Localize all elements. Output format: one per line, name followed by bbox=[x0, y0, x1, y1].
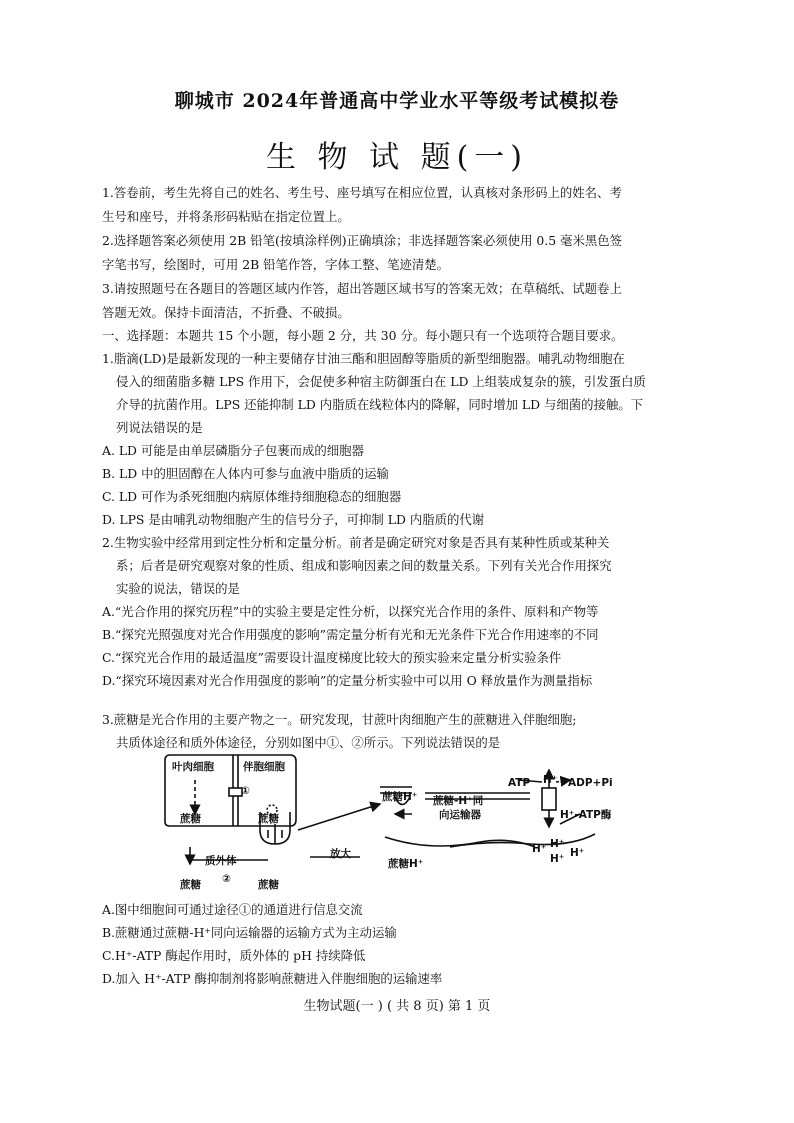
q1-stem-line: 列说法错误的是 bbox=[116, 420, 203, 435]
label-cotransporter-1: 蔗糖-H⁺同 bbox=[433, 795, 484, 807]
instruction-line: 3.请按照题号在各题目的答题区域内作答，超出答题区域书写的答案无效；在草稿纸、试题卷上 bbox=[102, 281, 622, 296]
instruction-line: 生号和座号，并将条形码粘贴在指定位置上。 bbox=[102, 209, 350, 224]
q2-stem-line: 2.生物实验中经常用到定性分析和定量分析。前者是确定研究对象是否具有某种性质或某种关 bbox=[102, 535, 610, 550]
label-h-top: H⁺ bbox=[543, 774, 558, 786]
label-h-bottom-1: H⁺ bbox=[532, 843, 547, 855]
label-sucrose-right: 蔗糖 bbox=[258, 879, 279, 891]
q3-stem-line: 共质体途径和质外体途径，分别如图中①、②所示。下列说法错误的是 bbox=[116, 735, 501, 750]
label-h-bottom-3: H⁺ bbox=[570, 847, 585, 859]
label-sucrose-mesophyll: 蔗糖 bbox=[180, 813, 201, 825]
q2-option-a: A.“光合作用的探究历程”中的实验主要是定性分析，以探究光合作用的条件、原料和产物等 bbox=[102, 604, 599, 619]
instruction-line: 答题无效。保持卡面清洁，不折叠、不破损。 bbox=[102, 305, 350, 320]
exam-title: 聊城市 2024年普通高中学业水平等级考试模拟卷 bbox=[174, 90, 620, 112]
label-h-atpase: H⁺-ATP酶 bbox=[560, 809, 612, 821]
q1-option-a: A. LD 可能是由单层磷脂分子包裹而成的细胞器 bbox=[102, 443, 364, 458]
label-mesophyll-cell: 叶肉细胞 bbox=[172, 761, 214, 773]
label-sucrose-left: 蔗糖 bbox=[180, 879, 201, 891]
q2-stem-line: 实验的说法，错误的是 bbox=[116, 581, 240, 596]
q3-option-d: D.加入 H⁺-ATP 酶抑制剂将影响蔗糖进入伴胞细胞的运输速率 bbox=[102, 971, 443, 986]
label-path-2: ② bbox=[222, 873, 231, 885]
q2-option-c: C.“探究光合作用的最适温度”需要设计温度梯度比较大的预实验来定量分析实验条件 bbox=[102, 650, 562, 665]
q1-option-b: B. LD 中的胆固醇在人体内可参与血液中脂质的运输 bbox=[102, 466, 389, 481]
label-h-bottom-2: H⁺ bbox=[550, 838, 565, 850]
label-magnify: 放大 bbox=[330, 848, 351, 860]
instruction-line: 2.选择题答案必须使用 2B 铅笔(按填涂样例)正确填涂；非选择题答案必须使用 0.5 毫米黑色签 bbox=[102, 233, 623, 248]
q3-option-a: A.图中细胞间可通过途径①的通道进行信息交流 bbox=[102, 902, 363, 917]
instruction-line: 1.答卷前，考生先将自己的姓名、考生号、座号填写在相应位置，认真核对条形码上的姓名、考 bbox=[102, 185, 622, 200]
label-sucrose-companion: 蔗糖 bbox=[258, 813, 279, 825]
label-sucrose-h-top: 蔗糖H⁺ bbox=[382, 791, 418, 803]
sucrose-transport-figure bbox=[150, 752, 630, 897]
page-footer: 生物试题(一 ) ( 共 8 页) 第 1 页 bbox=[303, 999, 491, 1014]
q2-option-d: D.“探究环境因素对光合作用强度的影响”的定量分析实验中可以用 O 释放量作为测量指标 bbox=[102, 673, 593, 688]
q1-option-d: D. LPS 是由哺乳动物细胞产生的信号分子，可抑制 LD 内脂质的代谢 bbox=[102, 512, 485, 527]
subject-title: 生 物 试 题(一) bbox=[265, 140, 529, 175]
label-path-1: ① bbox=[241, 785, 250, 797]
q3-option-b: B.蔗糖通过蔗糖-H⁺同向运输器的运输方式为主动运输 bbox=[102, 925, 397, 940]
q1-stem-line: 介导的抗菌作用。LPS 还能抑制 LD 内脂质在线粒体内的降解，同时增加 LD 与细菌的接触。下 bbox=[116, 397, 644, 412]
instruction-line: 字笔书写，绘图时，可用 2B 铅笔作答，字体工整、笔迹清楚。 bbox=[102, 257, 450, 272]
label-companion-cell: 伴胞细胞 bbox=[243, 761, 285, 773]
label-sucrose-h-bottom: 蔗糖H⁺ bbox=[388, 858, 424, 870]
q1-option-c: C. LD 可作为杀死细胞内病原体维持细胞稳态的细胞器 bbox=[102, 489, 402, 504]
label-atp: ATP bbox=[508, 777, 531, 789]
label-apoplast: 质外体 bbox=[205, 855, 237, 867]
q3-stem-line: 3.蔗糖是光合作用的主要产物之一。研究发现，甘蔗叶肉细胞产生的蔗糖进入伴胞细胞; bbox=[102, 712, 577, 727]
label-h-bottom-4: H⁺ bbox=[550, 853, 565, 865]
label-cotransporter-2: 向运输器 bbox=[439, 809, 481, 821]
q3-option-c: C.H⁺-ATP 酶起作用时，质外体的 pH 持续降低 bbox=[102, 948, 366, 963]
q2-stem-line: 系；后者是研究观察对象的性质、组成和影响因素之间的数量关系。下列有关光合作用探究 bbox=[116, 558, 612, 573]
q2-option-b: B.“探究光照强度对光合作用强度的影响”需定量分析有光和无光条件下光合作用速率的不同 bbox=[102, 627, 599, 642]
label-adp-pi: ADP+Pi bbox=[568, 777, 613, 789]
q1-stem-line: 1.脂滴(LD)是最新发现的一种主要储存甘油三酯和胆固醇等脂质的新型细胞器。哺乳动物细胞在 bbox=[102, 351, 625, 366]
section-heading: 一、选择题：本题共 15 个小题，每小题 2 分，共 30 分。每小题只有一个选项符合题目要求。 bbox=[102, 328, 624, 343]
q1-stem-line: 侵入的细菌脂多糖 LPS 作用下，会促使多种宿主防御蛋白在 LD 上组装成复杂的簇，引发蛋白质 bbox=[116, 374, 646, 389]
